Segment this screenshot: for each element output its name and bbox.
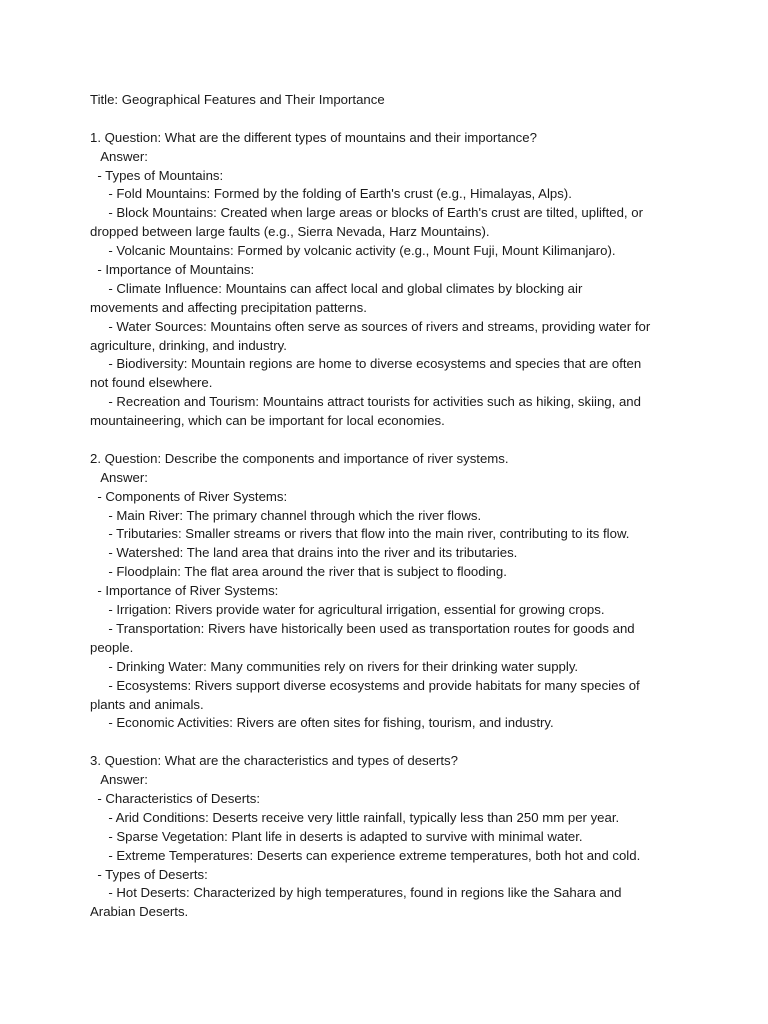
answer-line: - Biodiversity: Mountain regions are home to diverse ecosystems and species that are often xyxy=(90,356,642,372)
answer-line: - Tributaries: Smaller streams or rivers that flow into the main river, contributing to its flow. xyxy=(90,526,630,542)
answer-line: - Irrigation: Rivers provide water for agricultural irrigation, essential for growing crops. xyxy=(90,602,605,618)
answer-line: - Recreation and Tourism: Mountains attract tourists for activities such as hiking, skiing, and xyxy=(90,394,641,410)
answer-line: - Extreme Temperatures: Deserts can experience extreme temperatures, both hot and cold. xyxy=(90,847,641,863)
answer-line: - Fold Mountains: Formed by the folding of Earth's crust (e.g., Himalayas, Alps). xyxy=(90,186,572,202)
answer-line: - Main River: The primary channel through which the river flows. xyxy=(90,507,482,523)
answer-line: - Characteristics of Deserts: xyxy=(90,790,261,806)
answer-line: - Sparse Vegetation: Plant life in deserts is adapted to survive with minimal water. xyxy=(90,828,583,844)
document-title: Title: Geographical Features and Their Importance xyxy=(90,92,385,107)
answer-line: plants and animals. xyxy=(90,696,204,712)
answer-line: - Drinking Water: Many communities rely on rivers for their drinking water supply. xyxy=(90,658,579,674)
answer-line: - Importance of River Systems: xyxy=(90,583,279,599)
answer-line: - Block Mountains: Created when large areas or blocks of Earth's crust are tilted, uplifted, or xyxy=(90,205,643,221)
answer-line: - Climate Influence: Mountains can affect local and global climates by blocking air xyxy=(90,280,583,296)
answer-line: - Transportation: Rivers have historically been used as transportation routes for goods and xyxy=(90,620,635,636)
answer-line: people. xyxy=(90,639,134,655)
spacer xyxy=(90,110,690,129)
section-2 xyxy=(90,450,690,733)
answer-label: Answer: xyxy=(90,148,148,164)
answer-line: - Watershed: The land area that drains into the river and its tributaries. xyxy=(90,545,518,561)
answer-line: - Economic Activities: Rivers are often sites for fishing, tourism, and industry. xyxy=(90,715,554,731)
answer-line: - Importance of Mountains: xyxy=(90,262,255,278)
section-1 xyxy=(90,129,690,431)
document-body xyxy=(90,91,690,922)
answer-line: - Ecosystems: Rivers support diverse ecosystems and provide habitats for many species of xyxy=(90,677,640,693)
spacer xyxy=(90,431,690,450)
answer-label: Answer: xyxy=(90,772,148,788)
section-question: 1. Question: What are the different types of mountains and their importance? xyxy=(90,129,537,145)
answer-line: Arabian Deserts. xyxy=(90,904,189,920)
answer-line: - Types of Mountains: xyxy=(90,167,224,183)
answer-line: - Volcanic Mountains: Formed by volcanic activity (e.g., Mount Fuji, Mount Kilimanjaro). xyxy=(90,243,616,259)
answer-line: - Hot Deserts: Characterized by high temperatures, found in regions like the Sahara and xyxy=(90,885,622,901)
answer-line: mountaineering, which can be important for local economies. xyxy=(90,413,445,429)
answer-line: movements and affecting precipitation patterns. xyxy=(90,299,367,315)
answer-line: - Arid Conditions: Deserts receive very little rainfall, typically less than 250 mm per year. xyxy=(90,809,620,825)
answer-line: - Water Sources: Mountains often serve as sources of rivers and streams, providing water for xyxy=(90,318,651,334)
answer-line: - Components of River Systems: xyxy=(90,488,288,504)
answer-line: - Floodplain: The flat area around the river that is subject to flooding. xyxy=(90,564,507,580)
section-question: 2. Question: Describe the components and importance of river systems. xyxy=(90,450,509,466)
answer-line: not found elsewhere. xyxy=(90,375,213,391)
section-3 xyxy=(90,752,690,922)
answer-label: Answer: xyxy=(90,469,148,485)
section-question: 3. Question: What are the characteristics and types of deserts? xyxy=(90,753,458,769)
spacer xyxy=(90,733,690,752)
answer-line: - Types of Deserts: xyxy=(90,866,208,882)
answer-line: agriculture, drinking, and industry. xyxy=(90,337,287,353)
answer-line: dropped between large faults (e.g., Sierra Nevada, Harz Mountains). xyxy=(90,224,490,240)
